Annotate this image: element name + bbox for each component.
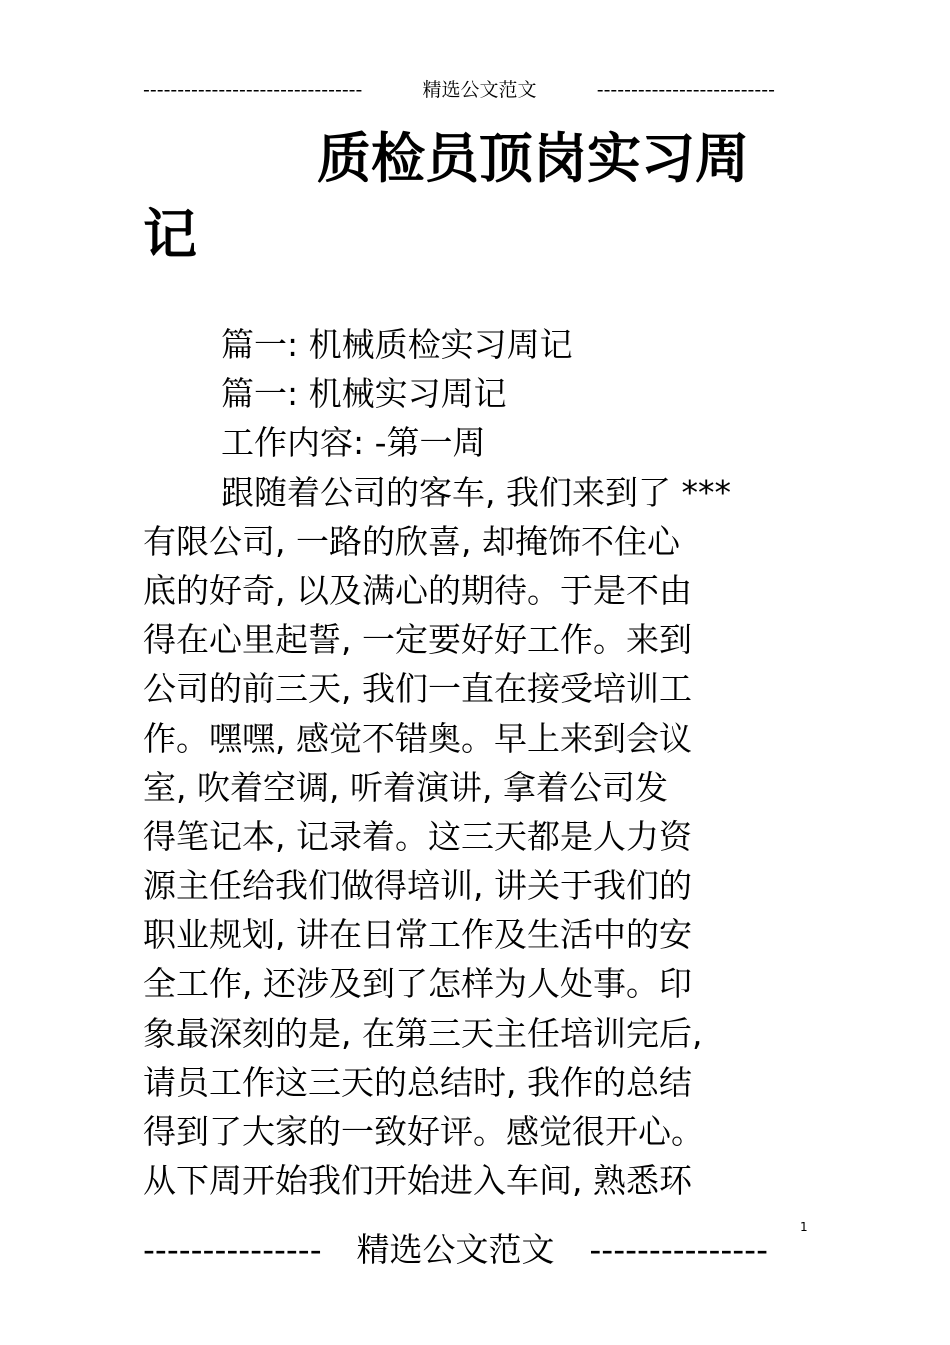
body-line: 篇一: 机械质检实习周记 <box>221 325 573 364</box>
body-line: 篇一: 机械实习周记 <box>221 374 507 414</box>
page-header <box>143 76 775 104</box>
header-left-dashes: -------------------------------- <box>143 79 363 101</box>
body-line: 有限公司, 一路的欣喜, 却掩饰不住心 <box>143 521 680 561</box>
header-label: 精选公文范文 <box>422 79 537 101</box>
body-line: 跟随着公司的客车, 我们来到了 *** <box>221 472 731 512</box>
body-line: 全工作, 还涉及到了怎样为人处事。印 <box>143 964 692 1004</box>
footer-label: 精选公文范文 <box>356 1230 555 1269</box>
body-line: 请员工作这三天的总结时, 我作的总结 <box>143 1062 692 1102</box>
body-line: 源主任给我们做得培训, 讲关于我们的 <box>143 866 692 906</box>
title-line-2: 记 <box>143 202 197 266</box>
body-line: 职业规划, 讲在日常工作及生活中的安 <box>143 915 692 955</box>
footer-right-dashes: --------------- <box>589 1230 768 1269</box>
body-line: 公司的前三天, 我们一直在接受培训工 <box>143 669 692 709</box>
body-line: 从下周开始我们开始进入车间, 熟悉环 <box>143 1161 692 1201</box>
body-line: 室, 吹着空调, 听着演讲, 拿着公司发 <box>143 767 668 807</box>
footer-left-dashes: --------------- <box>143 1230 322 1269</box>
body-line: 工作内容: -第一周 <box>221 423 486 463</box>
body-line: 象最深刻的是, 在第三天主任培训完后, <box>143 1013 703 1053</box>
title-line-1: 质检员顶岗实习周 <box>317 126 749 190</box>
body-line: 得笔记本, 记录着。这三天都是人力资 <box>143 816 692 856</box>
body-line: 作。嘿嘿, 感觉不错奥。早上来到会议 <box>143 718 692 758</box>
page-number: 1 <box>800 1220 808 1234</box>
body-line: 底的好奇, 以及满心的期待。于是不由 <box>143 570 692 610</box>
page-footer <box>143 1230 768 1270</box>
body-line: 得在心里起誓, 一定要好好工作。来到 <box>143 620 692 660</box>
document-body <box>143 320 783 1205</box>
document-title <box>143 120 749 272</box>
header-right-dashes: -------------------------- <box>596 79 775 101</box>
body-line: 得到了大家的一致好评。感觉很开心。 <box>143 1112 704 1151</box>
